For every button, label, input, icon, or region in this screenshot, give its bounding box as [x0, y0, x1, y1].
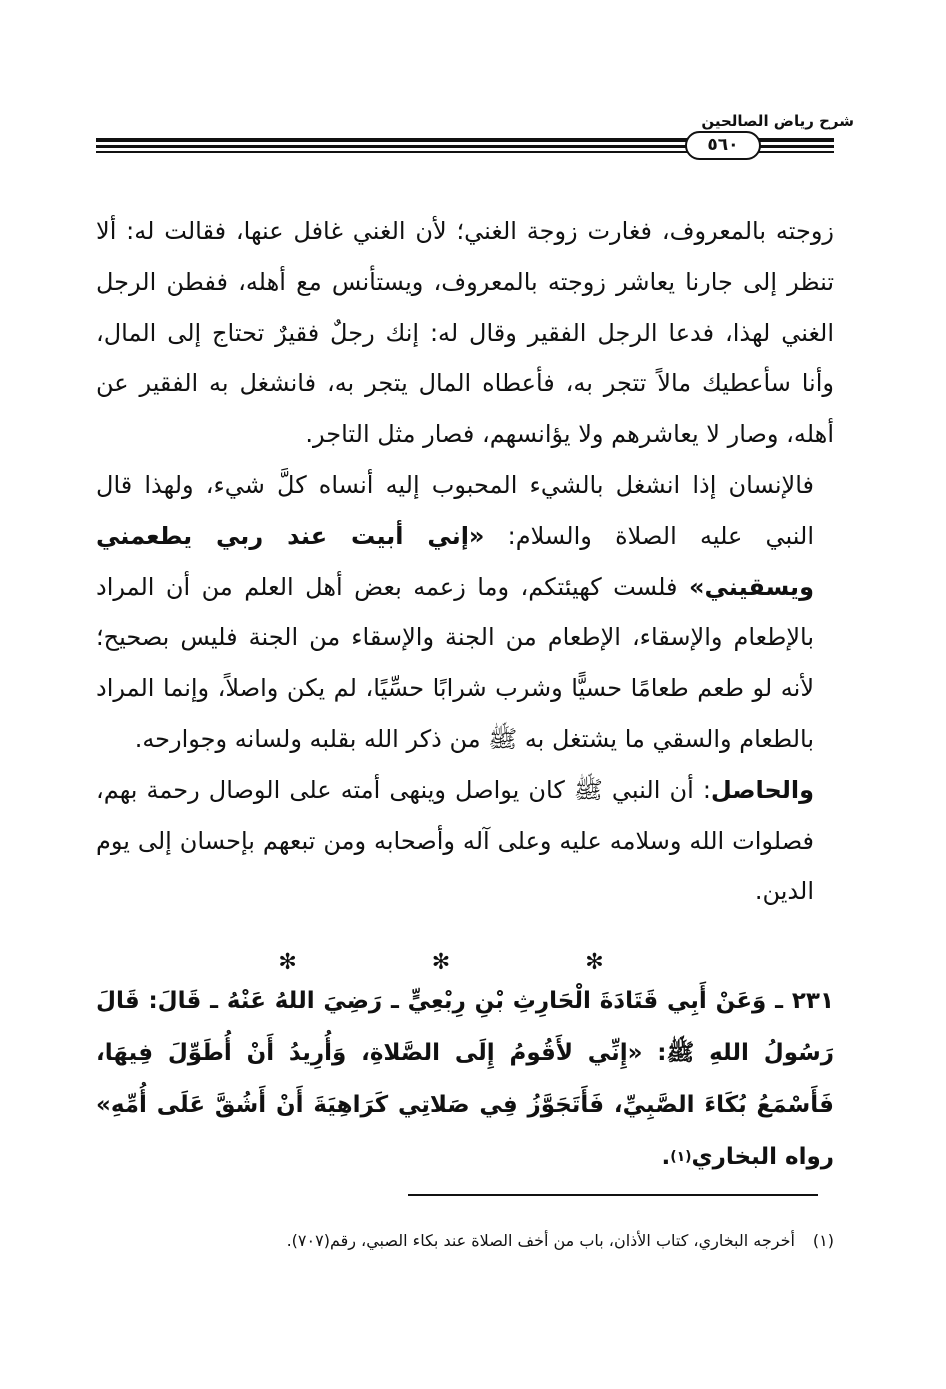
paragraph-text: فالإنسان إذا انشغل بالشيء المحبوب إليه أنساه كلَّ شيء، ولهذا قال النبي عليه الصلاة والسلام: [96, 470, 815, 550]
running-title: شرح رياض الصالحين [701, 112, 854, 130]
paragraph [96, 765, 834, 917]
footnote-divider [408, 1194, 818, 1196]
paragraph-text: فلست كهيئتكم، وما زعمه بعض أهل العلم من أن المراد بالإطعام والإسقاء، الإطعام من الجنة والإسقاء من الجنة فليس بصحيح؛ لأنه لو طعم طعامًا حسيًّا وشرب شرابًا حسِّيًا، لم يكن واصلاً، وإنما المراد بالطعام والسقي ما يشتغل به ﷺ من ذكر الله بقلبه ولسانه وجوارحه. [96, 572, 814, 753]
footnote-reference: (١) [670, 1149, 692, 1165]
footnote-text: أخرجه البخاري، كتاب الأذان، باب من أخف الصلاة عند بكاء الصبي، رقم(٧٠٧). [286, 1231, 795, 1250]
hadith-text [96, 975, 834, 1183]
page-number: ٥٦٠ [685, 131, 761, 160]
paragraph: زوجته بالمعروف، فغارت زوجة الغني؛ لأن الغني غافل عنها، فقالت له: ألا تنظر إلى جارنا يعاشر زوجته بالمعروف، ويستأنس مع أهله، ففطن الرجل الغني لهذا، فدعا الرجل الفقير وقال له: إنك رجلٌ فقيرٌ تحتاج إلى المال، وأنا سأعطيك مالاً تتجر به، فأعطاه المال يتجر به، فانشغل به الفقير عن أهله، وصار لا يعاشرهم ولا يؤانسهم، فصار مثل التاجر. [96, 217, 834, 449]
section-separator: ✻ ✻ ✻ [278, 950, 668, 975]
hadith-end: . [661, 1144, 671, 1170]
conclusion-label: والحاصل [710, 775, 814, 804]
body-text [96, 206, 834, 917]
hadith-block [96, 975, 834, 1183]
hadith-quote: «إني أبيت عند ربي يطعمني ويسقيني» [96, 521, 814, 601]
footnote-number: (١) [812, 1231, 834, 1250]
footnote [96, 1228, 834, 1254]
hadith-body: ٢٣١ ـ وَعَنْ أَبِي قَتَادَةَ الْحَارِثِ بْنِ رِبْعِيٍّ ـ رَضِيَ اللهُ عَنْهُ ـ قَالَ: قَالَ رَسُولُ اللهِ ﷺ: «إِنِّي لأَقُومُ إِلَى الصَّلاةِ، وَأُرِيدُ أَنْ أُطَوِّلَ فِيهَا، فَأَسْمَعُ بُكَاءَ الصَّبِيِّ، فَأَتَجَوَّزُ فِي صَلاتِي كَرَاهِيَةَ أَنْ أَشُقَّ عَلَى أُمِّهِ» رواه البخاري [96, 988, 834, 1170]
paragraph-text: : أن النبي ﷺ كان يواصل وينهى أمته على الوصال رحمة بهم، فصلوات الله وسلامه عليه وعلى آله وأصحابه ومن تبعهم بإحسان إلى يوم الدين. [96, 775, 814, 906]
paragraph [96, 460, 834, 765]
